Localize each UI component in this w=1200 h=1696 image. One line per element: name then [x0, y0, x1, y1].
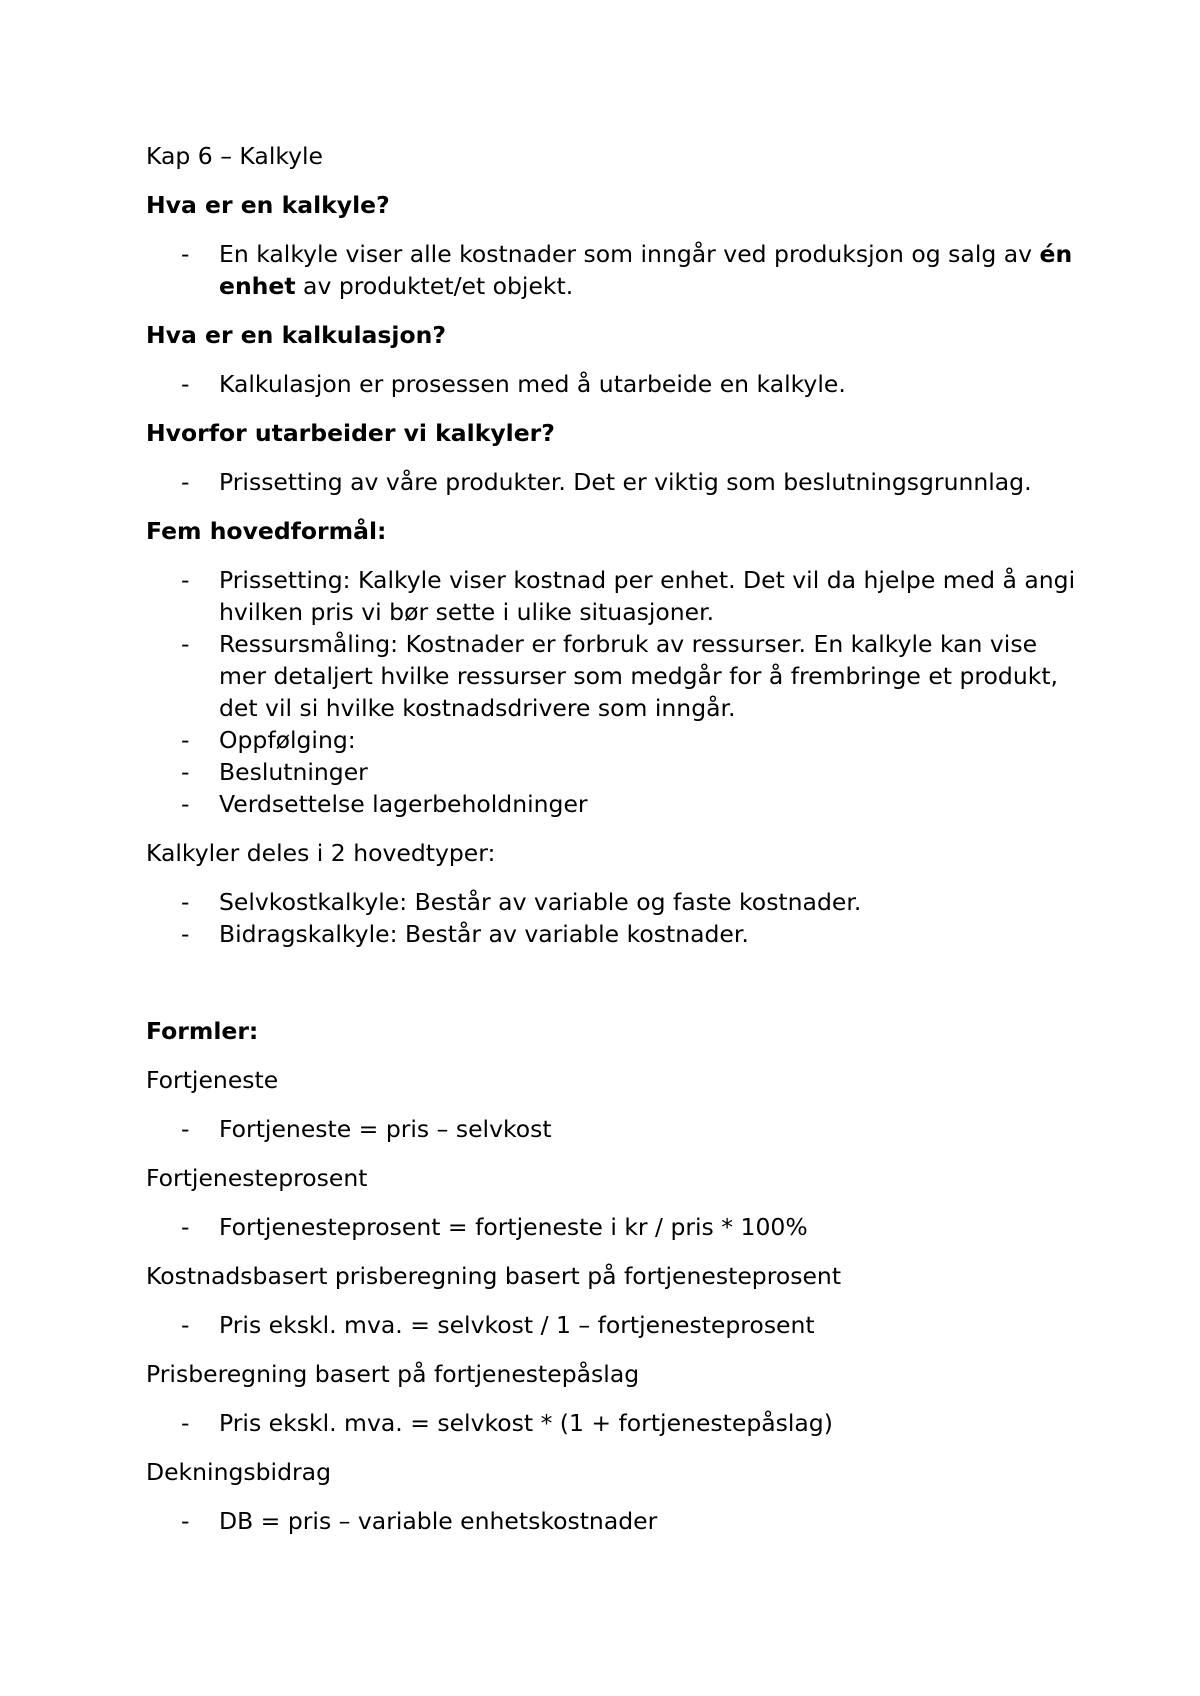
formula-list	[146, 1309, 1086, 1341]
list-item	[146, 368, 1086, 400]
formula-label: Fortjeneste	[146, 1066, 279, 1094]
list-item	[146, 466, 1086, 498]
item-text: Selvkostkalkyle: Består av variable og faste kostnader.	[219, 888, 862, 916]
item-text: Kalkulasjon er prosessen med å utarbeide en kalkyle.	[219, 370, 846, 398]
formula-list	[146, 1407, 1086, 1439]
formula-text: Pris ekskl. mva. = selvkost * (1 + fortjenestepåslag)	[219, 1409, 833, 1437]
heading-formler: Formler:	[146, 1017, 259, 1045]
list-kalkyle-definition	[146, 238, 1086, 302]
item-emphasis: én enhet	[219, 240, 1073, 300]
dash-bullet: -	[181, 726, 190, 754]
list-hovedformal	[146, 564, 1086, 820]
item-text: Oppfølging:	[219, 726, 356, 754]
document-content	[146, 140, 1086, 1554]
formula-label: Fortjenesteprosent	[146, 1164, 368, 1192]
item-text: Prissetting av våre produkter. Det er viktig som beslutningsgrunnlag.	[219, 468, 1032, 496]
dash-bullet: -	[181, 920, 190, 948]
dash-bullet: -	[181, 758, 190, 786]
formula-text: Fortjenesteprosent = fortjeneste i kr / pris * 100%	[219, 1213, 808, 1241]
dash-bullet: -	[181, 888, 190, 916]
item-text: Ressursmåling: Kostnader er forbruk av ressurser. En kalkyle kan vise mer detaljert hvilke ressurser som medgår for å frembringe et produkt, det vil si hvilke kostnadsdrivere som inngår.	[219, 630, 1059, 722]
heading-hva-er-kalkulasjon: Hva er en kalkulasjon?	[146, 321, 446, 349]
item-text: Verdsettelse lagerbeholdninger	[219, 790, 588, 818]
list-item	[146, 628, 1086, 724]
dash-bullet: -	[181, 370, 190, 398]
heading-hvorfor-kalkyler: Hvorfor utarbeider vi kalkyler?	[146, 419, 555, 447]
dash-bullet: -	[181, 1409, 190, 1437]
item-text: av produktet/et objekt.	[295, 272, 574, 300]
document-title: Kap 6 – Kalkyle	[146, 142, 324, 170]
item-text: Bidragskalkyle: Består av variable kostnader.	[219, 920, 749, 948]
formula-label: Kostnadsbasert prisberegning basert på fortjenesteprosent	[146, 1262, 842, 1290]
heading-fem-hovedformal: Fem hovedformål:	[146, 517, 387, 545]
formula-label: Dekningsbidrag	[146, 1458, 331, 1486]
dash-bullet: -	[181, 566, 190, 594]
list-item	[146, 238, 1086, 302]
list-item	[146, 1211, 1086, 1243]
item-text: Beslutninger	[219, 758, 368, 786]
formula-list	[146, 1505, 1086, 1537]
dash-bullet: -	[181, 1213, 190, 1241]
heading-hovedtyper: Kalkyler deles i 2 hovedtyper:	[146, 839, 496, 867]
list-item	[146, 756, 1086, 788]
dash-bullet: -	[181, 240, 190, 268]
list-item	[146, 1505, 1086, 1537]
dash-bullet: -	[181, 1507, 190, 1535]
formula-text: Pris ekskl. mva. = selvkost / 1 – fortjenesteprosent	[219, 1311, 815, 1339]
formula-label: Prisberegning basert på fortjenestepåslag	[146, 1360, 640, 1388]
formula-list	[146, 1113, 1086, 1145]
list-item	[146, 724, 1086, 756]
list-item	[146, 918, 1086, 950]
item-text: Prissetting: Kalkyle viser kostnad per enhet. Det vil da hjelpe med å angi hvilken pris vi bør sette i ulike situasjoner.	[219, 566, 1076, 626]
list-item	[146, 1407, 1086, 1439]
dash-bullet: -	[181, 630, 190, 658]
list-item	[146, 1309, 1086, 1341]
list-item	[146, 1113, 1086, 1145]
list-item	[146, 564, 1086, 628]
dash-bullet: -	[181, 1311, 190, 1339]
item-text: En kalkyle viser alle kostnader som inngår ved produksjon og salg av	[219, 240, 1040, 268]
dash-bullet: -	[181, 468, 190, 496]
list-hovedtyper	[146, 886, 1086, 950]
dash-bullet: -	[181, 790, 190, 818]
formula-text: Fortjeneste = pris – selvkost	[219, 1115, 552, 1143]
list-item	[146, 788, 1086, 820]
dash-bullet: -	[181, 1115, 190, 1143]
formula-list	[146, 1211, 1086, 1243]
formula-text: DB = pris – variable enhetskostnader	[219, 1507, 658, 1535]
heading-hva-er-kalkyle: Hva er en kalkyle?	[146, 191, 390, 219]
spacer	[146, 967, 1086, 1015]
list-item	[146, 886, 1086, 918]
list-hvorfor-kalkyler	[146, 466, 1086, 498]
list-kalkulasjon-definition	[146, 368, 1086, 400]
